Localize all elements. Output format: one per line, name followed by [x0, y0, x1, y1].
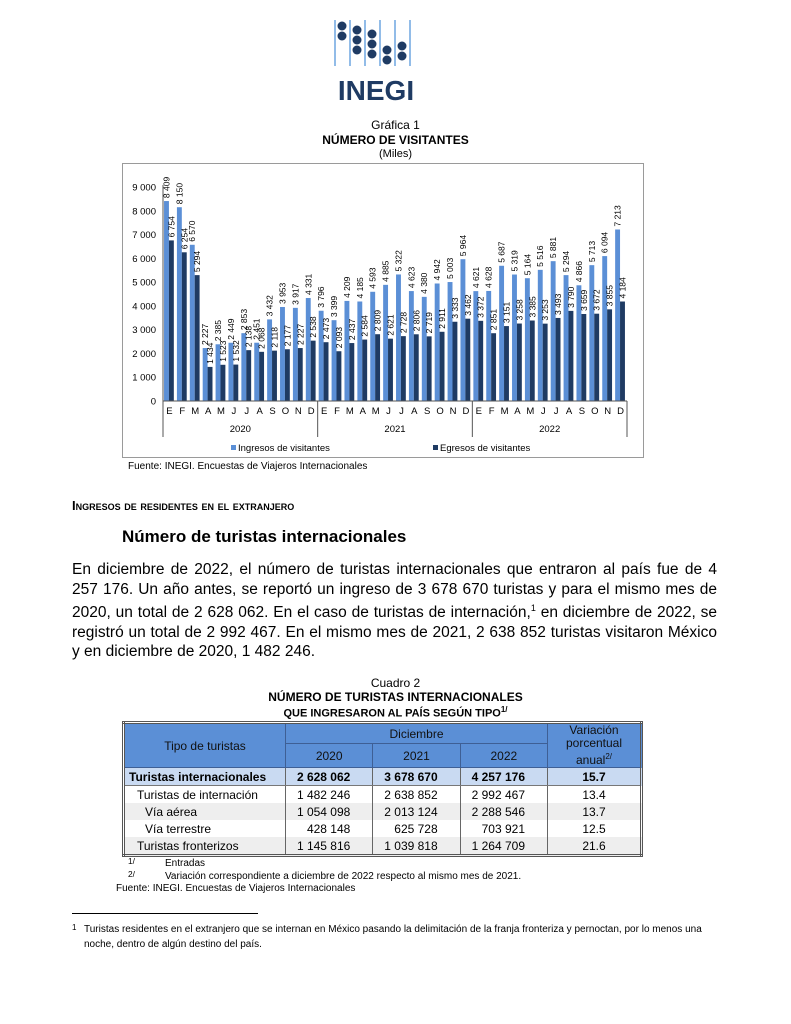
- bar-value-label: 5 322: [393, 250, 404, 272]
- bar-value-label: 4 209: [341, 276, 352, 298]
- chart-unit: (Miles): [379, 148, 412, 160]
- bar: [375, 334, 380, 401]
- bar-value-label: 8 150: [174, 182, 185, 205]
- bar: [169, 240, 174, 401]
- bar-value-label: 2 728: [398, 311, 409, 334]
- table-row: [124, 820, 642, 837]
- bar-value-label: 5 294: [561, 250, 572, 273]
- bar-value-label: 5 713: [586, 240, 597, 263]
- bar: [491, 333, 496, 401]
- cell-2022: 703 921: [460, 820, 547, 837]
- footnote-ref: 1: [530, 603, 536, 613]
- bar: [452, 322, 457, 401]
- visitors-bar-chart: [122, 163, 644, 458]
- bar-value-label: 6 094: [599, 231, 610, 254]
- table-row: [124, 768, 642, 786]
- bar-value-label: 2 806: [411, 309, 422, 332]
- legend-label: Egresos de visitantes: [440, 443, 531, 454]
- cell-variation: 21.6: [548, 837, 642, 856]
- tourists-table: [122, 721, 643, 857]
- table-row: [124, 837, 642, 856]
- bar-value-label: 4 866: [573, 261, 584, 283]
- bar: [293, 308, 298, 401]
- bar: [551, 261, 556, 401]
- bar: [298, 348, 303, 401]
- x-tick-label: A: [514, 406, 521, 417]
- header-type: Tipo de turistas: [124, 723, 286, 768]
- bar: [396, 274, 401, 401]
- table-title-line2: [0, 705, 791, 720]
- note-text: Entradas: [165, 858, 206, 869]
- chart-plot: [123, 164, 645, 459]
- y-tick-label: 1 000: [132, 372, 156, 384]
- footnote: [72, 922, 722, 952]
- bar-value-label: 2 853: [238, 308, 249, 331]
- cell-2020: 2 628 062: [286, 768, 373, 786]
- x-tick-label: J: [399, 406, 404, 417]
- bar: [486, 291, 491, 401]
- bar: [195, 275, 200, 401]
- bar-value-label: 5 881: [548, 236, 559, 259]
- bar-value-label: 2 809: [372, 309, 383, 332]
- x-tick-label: N: [449, 406, 457, 417]
- bar: [414, 334, 419, 401]
- legend-swatch: [231, 445, 236, 450]
- bar: [615, 229, 620, 401]
- bar: [344, 301, 349, 401]
- chart-source: Fuente: INEGI. Encuestas de Viajeros Internacionales: [128, 461, 368, 472]
- header-year-2022: 2022: [460, 744, 547, 768]
- bar-value-label: 2 538: [308, 316, 319, 338]
- bar: [246, 350, 251, 401]
- bar: [182, 252, 187, 401]
- bar-value-label: 2 911: [437, 308, 448, 329]
- bar-value-label: 2 621: [385, 314, 396, 336]
- header-year-2021: 2021: [373, 744, 460, 768]
- x-tick-label: E: [320, 406, 328, 417]
- y-tick-label: 3 000: [132, 325, 156, 337]
- bar-value-label: 2 584: [359, 315, 370, 337]
- bar-value-label: 2 138: [243, 325, 254, 348]
- bar: [233, 365, 238, 401]
- row-label: Turistas internacionales: [124, 768, 286, 786]
- bar-value-label: 2 437: [346, 318, 357, 341]
- x-tick-label: M: [526, 406, 535, 417]
- bar: [512, 275, 517, 401]
- cell-2020: 1 054 098: [286, 803, 373, 820]
- y-tick-label: 4 000: [132, 301, 156, 313]
- row-label: Turistas de internación: [124, 786, 286, 804]
- header-month: Diciembre: [286, 723, 548, 744]
- bar-value-label: 3 372: [475, 296, 486, 318]
- y-tick-label: 5 000: [132, 277, 156, 289]
- header-variation-sup: 2/: [605, 752, 613, 761]
- header-year-2020: 2020: [286, 744, 373, 768]
- bar-value-label: 7 213: [612, 205, 623, 227]
- row-label: Vía aérea: [124, 803, 286, 820]
- footnote-mark: 1: [72, 923, 77, 932]
- cell-2020: 1 145 816: [286, 837, 373, 856]
- bar-value-label: 2 473: [321, 317, 332, 340]
- paragraph-part-a: En diciembre de 2022, el número de turistas internacionales que entraron al país fue de 4 257 176. Un año antes, se reportó un ingreso de 3 678 670 turistas y para el mismo mes de 2020, un total de 2 628 062. En el caso de turistas de internación,: [72, 561, 717, 622]
- bar-value-label: 3 399: [329, 295, 340, 318]
- bar: [517, 324, 522, 401]
- section-title: Ingresos de residentes en el extranjero: [72, 498, 295, 513]
- bar: [311, 341, 316, 401]
- cell-2022: 1 264 709: [460, 837, 547, 856]
- bar-value-label: 5 003: [445, 257, 456, 280]
- table-title-text: QUE INGRESARON AL PAÍS SEGÚN TIPO: [283, 707, 501, 720]
- x-tick-label: J: [386, 406, 391, 417]
- bar: [538, 270, 543, 401]
- bar: [306, 298, 311, 401]
- group-label: 2022: [539, 424, 561, 435]
- bar-value-label: 8 409: [161, 176, 172, 199]
- bar-value-label: 3 385: [527, 296, 538, 318]
- bar-value-label: 1 532: [230, 340, 241, 362]
- bar-value-label: 6 754: [166, 216, 177, 238]
- x-tick-label: D: [462, 406, 470, 417]
- bar-value-label: 4 380: [419, 272, 430, 294]
- group-label: 2020: [229, 424, 251, 435]
- x-tick-label: F: [334, 406, 340, 417]
- bar: [568, 311, 573, 401]
- bar-value-label: 6 570: [187, 220, 198, 242]
- bar-value-label: 2 227: [295, 323, 306, 346]
- x-tick-label: M: [217, 406, 225, 417]
- svg-text:INEGI: INEGI: [337, 75, 415, 104]
- table-row: [124, 786, 642, 804]
- table-source: Fuente: INEGI. Encuestas de Viajeros Internacionales: [116, 883, 356, 894]
- bar: [362, 340, 367, 401]
- bar: [607, 309, 612, 401]
- bar: [556, 318, 561, 401]
- chart-title: NÚMERO DE VISITANTES: [322, 133, 469, 147]
- bar: [324, 342, 329, 401]
- cell-2022: 4 257 176: [460, 768, 547, 786]
- x-tick-label: F: [488, 406, 495, 417]
- x-tick-label: O: [281, 406, 290, 417]
- note-text: Variación correspondiente a diciembre de 2022 respecto al mismo mes de 2021.: [165, 871, 522, 882]
- row-label: Vía terrestre: [124, 820, 286, 837]
- bar-value-label: 3 462: [462, 294, 473, 316]
- bar-value-label: 3 432: [264, 295, 275, 317]
- bar: [478, 321, 483, 401]
- x-tick-label: J: [231, 406, 237, 417]
- bar: [401, 336, 406, 401]
- row-label: Turistas fronterizos: [124, 837, 286, 856]
- bar: [272, 351, 277, 401]
- x-tick-label: A: [204, 406, 212, 417]
- bar: [383, 285, 388, 401]
- x-tick-label: D: [307, 406, 315, 417]
- bar-value-label: 2 385: [213, 320, 224, 342]
- bar-value-label: 4 885: [380, 260, 391, 282]
- bar: [427, 336, 432, 401]
- bar-value-label: 3 253: [540, 299, 551, 321]
- bar: [440, 332, 445, 401]
- x-tick-label: A: [359, 406, 366, 417]
- x-tick-label: A: [256, 406, 263, 417]
- x-tick-label: O: [436, 406, 444, 417]
- note-mark: 2/: [128, 869, 135, 879]
- cell-variation: 13.7: [548, 803, 642, 820]
- bar-value-label: 3 796: [316, 286, 327, 308]
- bar-value-label: 2 093: [333, 326, 344, 349]
- bar-value-label: 2 719: [424, 312, 435, 334]
- bar-value-label: 2 177: [282, 324, 293, 347]
- bar: [435, 283, 440, 401]
- y-tick-label: 7 000: [132, 230, 156, 242]
- x-tick-label: J: [553, 406, 559, 417]
- bar: [504, 326, 509, 401]
- cell-2021: 3 678 670: [373, 768, 460, 786]
- cell-2020: 428 148: [286, 820, 373, 837]
- bar-value-label: 4 942: [432, 259, 443, 281]
- bar-value-label: 4 184: [617, 277, 628, 299]
- bar-value-label: 3 333: [449, 297, 460, 319]
- x-tick-label: S: [578, 406, 586, 417]
- bar-value-label: 4 621: [470, 266, 481, 289]
- x-tick-label: S: [269, 406, 276, 417]
- x-tick-label: A: [411, 406, 418, 417]
- bar: [370, 292, 375, 401]
- x-tick-label: J: [540, 406, 546, 417]
- bar: [594, 314, 599, 401]
- bar-value-label: 5 294: [192, 250, 203, 273]
- bar: [589, 265, 594, 401]
- x-tick-label: E: [475, 406, 482, 417]
- cell-variation: 13.4: [548, 786, 642, 804]
- bar-value-label: 3 258: [514, 299, 525, 321]
- y-tick-label: 9 000: [132, 182, 156, 194]
- bar-value-label: 1 434: [205, 342, 216, 364]
- header-variation: [548, 723, 642, 768]
- header-variation-text: Variación porcentual anual: [565, 723, 623, 767]
- bar: [499, 266, 504, 401]
- bar: [602, 256, 607, 401]
- x-tick-label: O: [591, 406, 599, 417]
- bar-value-label: 2 851: [488, 308, 499, 331]
- bar-value-label: 3 855: [604, 285, 615, 307]
- bar-value-label: 2 449: [225, 318, 236, 340]
- inegi-logo-icon: [333, 20, 419, 104]
- cell-variation: 15.7: [548, 768, 642, 786]
- cell-variation: 12.5: [548, 820, 642, 837]
- bar: [543, 324, 548, 401]
- bar-value-label: 3 659: [578, 289, 589, 311]
- cell-2022: 2 288 546: [460, 803, 547, 820]
- cell-2021: 1 039 818: [373, 837, 460, 856]
- bar-value-label: 6 254: [179, 228, 190, 250]
- x-tick-label: N: [294, 406, 302, 417]
- x-tick-label: A: [565, 406, 573, 417]
- bar-value-label: 5 319: [509, 250, 520, 272]
- bar: [409, 291, 414, 401]
- bar: [220, 365, 225, 401]
- x-tick-label: N: [604, 406, 612, 417]
- x-tick-label: E: [166, 406, 173, 417]
- body-paragraph: [72, 560, 717, 662]
- y-tick-label: 2 000: [132, 348, 156, 360]
- bar-value-label: 5 164: [522, 253, 533, 276]
- bar: [208, 367, 213, 401]
- section-subtitle: Número de turistas internacionales: [122, 527, 407, 546]
- bar-value-label: 2 451: [251, 318, 262, 340]
- note-mark: 1/: [128, 856, 135, 866]
- bar: [349, 343, 354, 401]
- cell-2022: 2 992 467: [460, 786, 547, 804]
- bar-value-label: 3 953: [277, 282, 288, 305]
- table-title-line1: NÚMERO DE TURISTAS INTERNACIONALES: [268, 690, 523, 704]
- paragraph-part-b: en diciembre de 2022, se registró un total de 2 992 467. En el mismo mes de 2021, 2 638 852 turistas visitaron México y en diciembre de 2020, 1 482 246.: [72, 604, 717, 661]
- bar: [388, 339, 393, 401]
- legend-label: Ingresos de visitantes: [238, 443, 330, 454]
- x-tick-label: M: [500, 406, 509, 417]
- bar: [285, 349, 290, 401]
- bar: [581, 314, 586, 401]
- bar-value-label: 4 628: [483, 266, 494, 288]
- x-tick-label: D: [617, 406, 624, 417]
- bar-value-label: 3 493: [553, 293, 564, 315]
- group-label: 2021: [384, 424, 406, 435]
- bar-value-label: 3 151: [501, 301, 512, 324]
- y-tick-label: 8 000: [132, 206, 156, 218]
- x-tick-label: M: [345, 406, 354, 417]
- y-tick-label: 6 000: [132, 253, 156, 265]
- cell-2021: 2 638 852: [373, 786, 460, 804]
- bar-value-label: 1 523: [217, 340, 228, 362]
- legend-swatch: [433, 445, 438, 450]
- bar: [620, 302, 625, 401]
- bar: [460, 259, 465, 401]
- bar: [530, 321, 535, 401]
- x-tick-label: M: [191, 406, 200, 417]
- x-tick-label: M: [371, 406, 380, 417]
- table-number: Cuadro 2: [370, 676, 421, 690]
- bar-value-label: 5 687: [496, 241, 507, 263]
- bar-value-label: 4 331: [303, 273, 314, 296]
- bar: [336, 351, 341, 401]
- bar: [465, 319, 470, 401]
- bar-value-label: 3 790: [565, 286, 576, 308]
- bar-value-label: 3 672: [591, 289, 602, 311]
- footnote-divider: [72, 913, 258, 914]
- footnote-text: Turistas residentes en el extranjero que se internan en México pasando la delimitación de la franja fronteriza y pernoctan, por lo menos una noche, dentro de algún destino del país.: [84, 924, 702, 950]
- bar: [259, 352, 264, 401]
- bar-value-label: 5 516: [535, 245, 546, 267]
- bar-value-label: 4 593: [367, 267, 378, 289]
- x-tick-label: S: [424, 406, 431, 417]
- bar-value-label: 5 964: [457, 234, 468, 257]
- bar-value-label: 2 068: [256, 327, 267, 349]
- inegi-logo: [333, 20, 419, 104]
- cell-2021: 2 013 124: [373, 803, 460, 820]
- bar-value-label: 2 227: [200, 323, 211, 346]
- bar: [280, 307, 285, 401]
- bar-value-label: 3 917: [290, 283, 301, 305]
- table-row: [124, 803, 642, 820]
- bar-value-label: 2 118: [269, 326, 280, 348]
- chart-number: Gráfica 1: [371, 118, 420, 132]
- cell-2020: 1 482 246: [286, 786, 373, 804]
- table-title-sup: 1/: [500, 705, 508, 714]
- y-tick-label: 0: [150, 396, 156, 408]
- cell-2021: 625 728: [373, 820, 460, 837]
- x-tick-label: F: [179, 406, 186, 417]
- x-tick-label: J: [244, 406, 250, 417]
- bar-value-label: 4 185: [354, 277, 365, 299]
- bar-value-label: 4 623: [406, 266, 417, 289]
- bar: [254, 343, 259, 401]
